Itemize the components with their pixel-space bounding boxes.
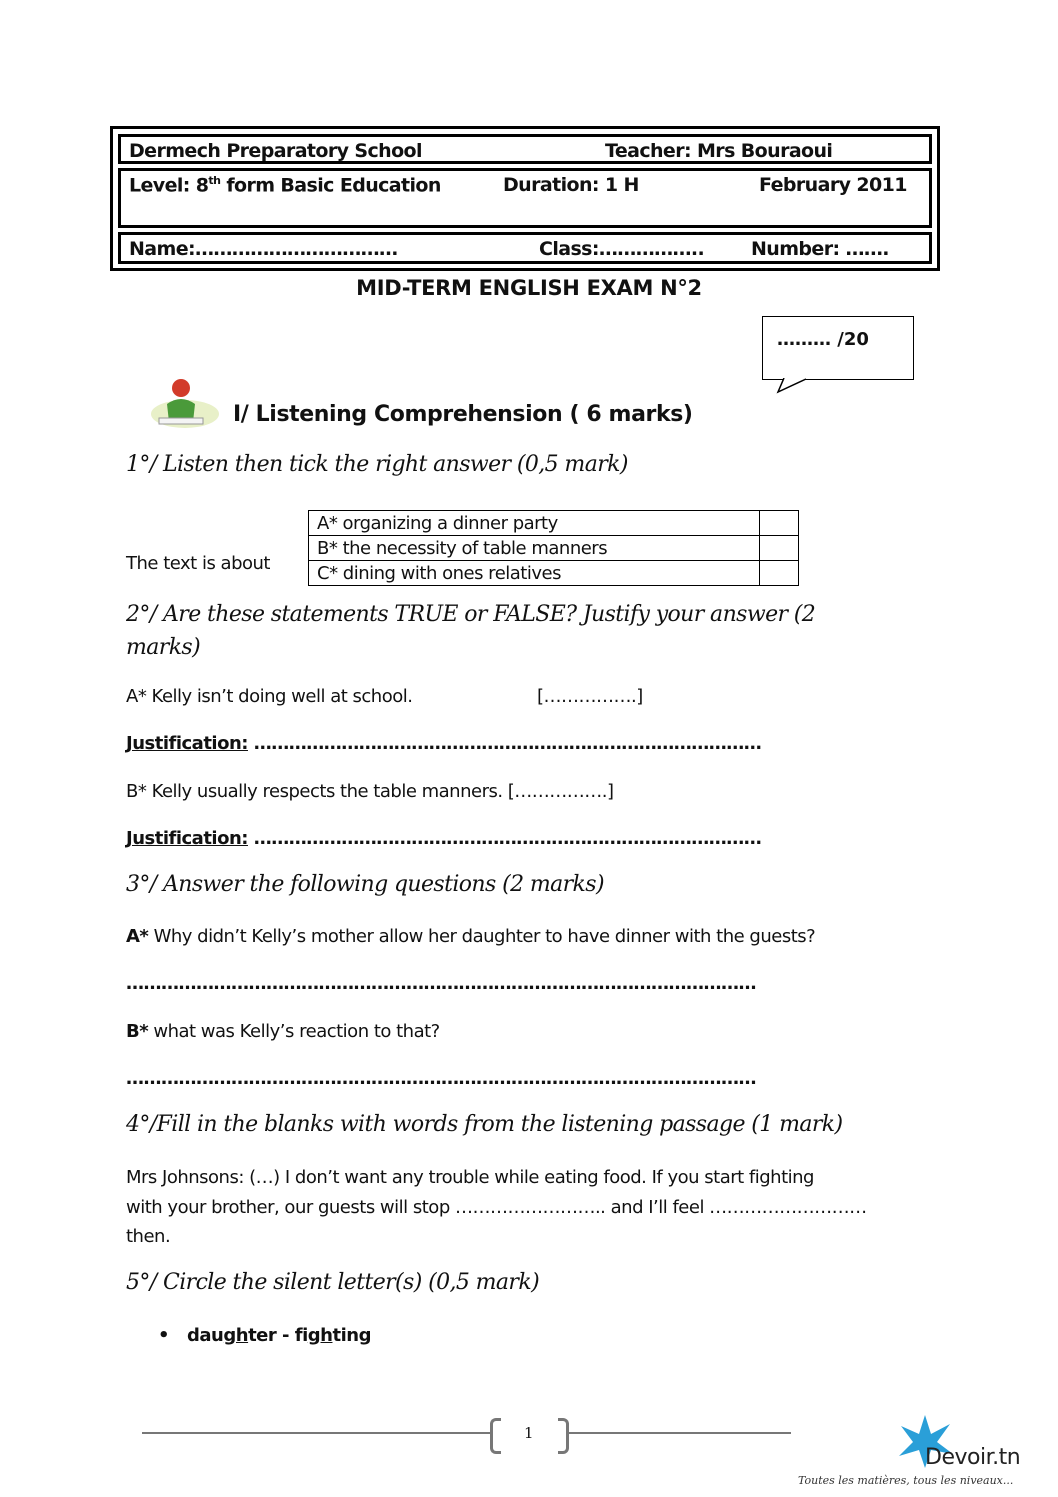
level-text: Level: 8 xyxy=(129,174,209,197)
question-1-title: 1°/ Listen then tick the right answer (0,5 mark) xyxy=(126,452,628,477)
question-1-stem: The text is about xyxy=(126,553,270,574)
word-part: ting xyxy=(332,1325,371,1346)
option-row xyxy=(309,561,799,586)
answer-options-table xyxy=(308,510,799,586)
speech-tail xyxy=(776,378,816,394)
page-number: 1 xyxy=(524,1424,534,1442)
number-field[interactable]: Number: ……. xyxy=(751,238,889,260)
page-bracket-right xyxy=(558,1418,569,1454)
page-bracket-left xyxy=(490,1418,501,1454)
tick-box[interactable] xyxy=(760,536,799,561)
level xyxy=(129,174,441,196)
justification-label: Justification: xyxy=(126,828,248,849)
question-5-title: 5°/ Circle the silent letter(s) (0,5 mark) xyxy=(126,1270,540,1295)
footer-rule-left xyxy=(142,1432,490,1434)
listening-person-icon xyxy=(145,376,225,432)
tick-box[interactable] xyxy=(760,511,799,536)
justification-label: Justification: xyxy=(126,733,248,754)
level-suffix: form Basic Education xyxy=(220,174,441,197)
justification-dots: …………………………………………………………………………… xyxy=(247,828,762,849)
class-field[interactable]: Class:…………….. xyxy=(539,238,705,260)
question-3b-label: B* xyxy=(126,1021,149,1042)
silent-letters[interactable]: gh xyxy=(307,1325,333,1346)
score-text: ……… /20 xyxy=(777,329,869,350)
option-label: C* dining with ones relatives xyxy=(309,561,760,586)
statement-b: B* Kelly usually respects the table manners. […………….] xyxy=(126,781,614,802)
statement-a-blank[interactable]: […………….] xyxy=(537,686,643,707)
fill-line-3: then. xyxy=(126,1226,171,1247)
exam-date: February 2011 xyxy=(759,174,907,196)
word-part: dau xyxy=(187,1325,224,1346)
bullet: • xyxy=(158,1325,170,1346)
question-3b-text: what was Kelly’s reaction to that? xyxy=(148,1021,440,1042)
score-box xyxy=(762,316,914,380)
tick-box[interactable] xyxy=(760,561,799,586)
fill-line-2[interactable]: with your brother, our guests will stop …………………….. and I’ll feel ……………………… xyxy=(126,1197,867,1218)
word-part: ter - fi xyxy=(248,1325,308,1346)
header-row-level xyxy=(118,168,932,228)
statement-a: A* Kelly isn’t doing well at school. xyxy=(126,686,413,707)
header-box xyxy=(110,126,940,271)
exam-title: MID-TERM ENGLISH EXAM N°2 xyxy=(356,276,702,300)
silent-letter-words xyxy=(158,1325,371,1346)
question-3a-text: Why didn’t Kelly’s mother allow her daughter to have dinner with the guests? xyxy=(148,926,816,947)
duration: Duration: 1 H xyxy=(503,174,639,196)
header-row-school xyxy=(118,134,932,164)
option-label: B* the necessity of table manners xyxy=(309,536,760,561)
question-4-title: 4°/Fill in the blanks with words from the listening passage (1 mark) xyxy=(126,1112,843,1137)
footer-rule-right xyxy=(569,1432,791,1434)
question-2-title: 2°/ Are these statements TRUE or FALSE? Justify your answer (2 marks) xyxy=(126,602,816,660)
teacher-name: Teacher: Mrs Bouraoui xyxy=(605,140,833,162)
option-row xyxy=(309,536,799,561)
option-row xyxy=(309,511,799,536)
question-3a-label: A* xyxy=(126,926,149,947)
question-3-title: 3°/ Answer the following questions (2 marks) xyxy=(126,872,604,897)
option-label: A* organizing a dinner party xyxy=(309,511,760,536)
logo-text: Devoir.tn xyxy=(925,1445,1021,1470)
justification-dots: …………………………………………………………………………… xyxy=(247,733,762,754)
question-3a xyxy=(126,926,815,947)
section-title-listening: I/ Listening Comprehension ( 6 marks) xyxy=(233,402,693,427)
fill-line-1: Mrs Johnsons: (…) I don’t want any trouble while eating food. If you start fighting xyxy=(126,1167,814,1188)
question-3b xyxy=(126,1021,440,1042)
school-name: Dermech Preparatory School xyxy=(129,140,422,162)
answer-line-b[interactable]: ……………………………………………………………………………………………… xyxy=(126,1068,756,1089)
level-sup: th xyxy=(208,174,221,187)
logo-tagline: Toutes les matières, tous les niveaux... xyxy=(798,1474,1014,1487)
silent-letters[interactable]: gh xyxy=(223,1325,249,1346)
answer-line-a[interactable]: ……………………………………………………………………………………………… xyxy=(126,973,756,994)
name-field[interactable]: Name:…………………………… xyxy=(129,238,398,260)
justification-b[interactable] xyxy=(126,828,761,849)
header-row-student xyxy=(118,232,932,264)
justification-a[interactable] xyxy=(126,733,761,754)
